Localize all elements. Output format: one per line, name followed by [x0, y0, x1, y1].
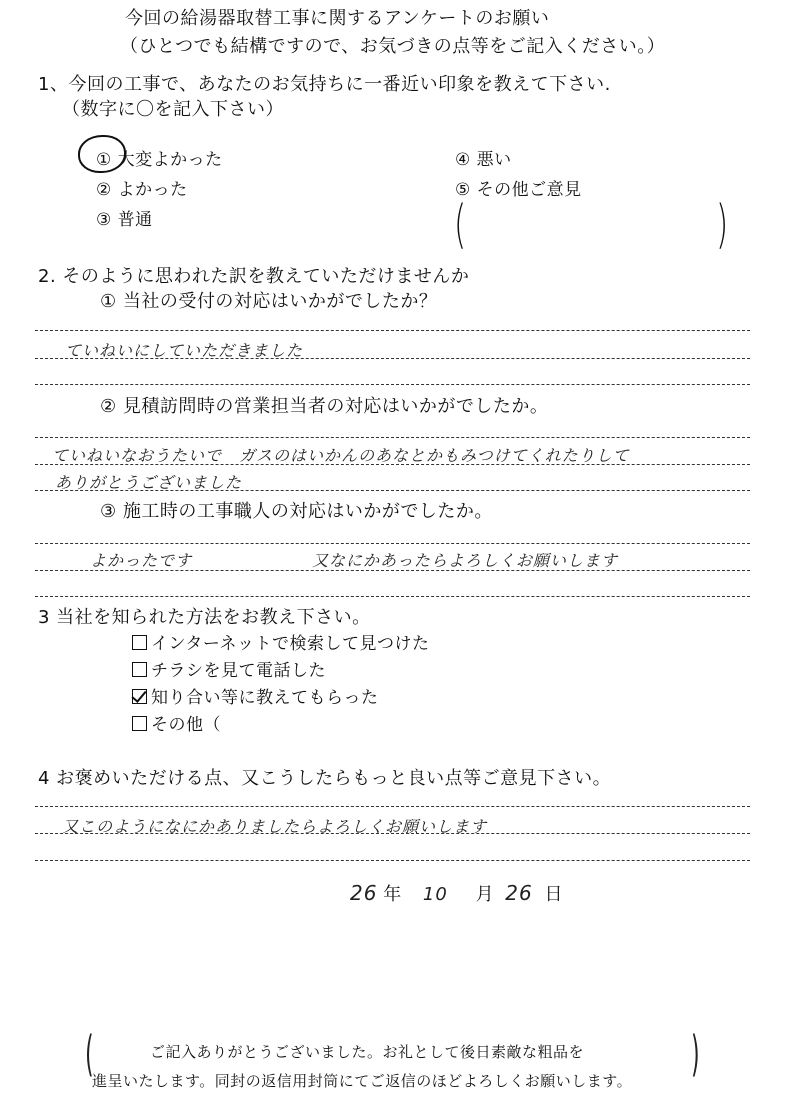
date-day[interactable]: 26 [505, 881, 533, 905]
q1-option-3[interactable] [96, 205, 153, 230]
q2-sub3-answer-left[interactable]: よかったです [90, 551, 193, 570]
q4-question: 4 お褒めいただける点、又こうしたらもっと良い点等ご意見下さい。 [38, 768, 612, 789]
date-month[interactable]: 10 [422, 884, 448, 905]
q1-option-5-label: その他ご意見 [476, 180, 582, 200]
q3-option-referral[interactable] [132, 683, 379, 708]
answer-line [35, 464, 750, 465]
footer-close-paren: ) [691, 1026, 700, 1082]
q1-option-3-num: ③ [96, 210, 112, 230]
q2-sub1-answer[interactable]: ていねいにしていただきました [65, 341, 304, 360]
q1-option-2[interactable] [96, 175, 188, 200]
answer-line [35, 384, 750, 385]
q1-question: 1、今回の工事で、あなたのお気持ちに一番近い印象を教えて下さい. [38, 74, 611, 95]
q3-option-internet-label: インターネットで検索して見つけた [151, 634, 430, 654]
q2-sub1-label: ① 当社の受付の対応はいかがでしたか？ [100, 291, 438, 312]
q3-option-other-label: その他（ [151, 715, 221, 735]
answer-line [35, 860, 750, 861]
checkbox[interactable] [132, 662, 147, 677]
answer-line [35, 330, 750, 331]
checkbox[interactable] [132, 635, 147, 650]
q4-answer[interactable]: 又このようになにかありましたらよろしくお願いします [62, 817, 488, 836]
form-title: 今回の給湯器取替工事に関するアンケートのお願い [125, 8, 550, 29]
answer-line [35, 358, 750, 359]
q1-option-3-label: 普通 [117, 210, 153, 230]
date-year-unit: 年 [383, 884, 402, 905]
q1-option-5[interactable] [455, 175, 582, 200]
answer-line [35, 490, 750, 491]
q2-sub2-label: ② 見積訪問時の営業担当者の対応はいかがでしたか。 [100, 396, 549, 417]
answer-line [35, 570, 750, 571]
other-open-paren: ( [454, 195, 467, 255]
answer-line [35, 437, 750, 438]
answer-line [35, 806, 750, 807]
q2-question: 2. そのように思われた訳を教えていただけませんか [38, 266, 470, 287]
q1-option-1-label: 大変よかった [117, 150, 223, 170]
q3-question: 3 当社を知られた方法をお教え下さい。 [38, 607, 371, 628]
q1-option-2-num: ② [96, 180, 112, 200]
q1-option-4[interactable] [455, 145, 512, 170]
answer-line [35, 596, 750, 597]
form-subtitle: （ひとつでも結構ですので、お気づきの点等をご記入ください。） [120, 36, 666, 57]
q3-option-other[interactable] [132, 710, 221, 735]
checkbox[interactable] [132, 716, 147, 731]
q1-option-2-label: よかった [117, 180, 188, 200]
q3-option-flyer-label: チラシを見て電話した [151, 661, 326, 681]
q3-option-flyer[interactable] [132, 656, 326, 681]
date-day-unit: 日 [544, 884, 563, 905]
q1-option-4-num: ④ [455, 150, 471, 170]
q1-option-5-num: ⑤ [455, 180, 471, 200]
checkbox-checked[interactable] [132, 689, 147, 704]
footer-open-paren: ( [85, 1026, 94, 1082]
date-month-unit: 月 [475, 884, 494, 905]
footer-line-1: ご記入ありがとうございました。お礼として後日素敵な粗品を [150, 1043, 585, 1061]
answer-line [35, 833, 750, 834]
q1-option-4-label: 悪い [476, 150, 512, 170]
q3-option-internet[interactable] [132, 629, 429, 654]
date-year[interactable]: 26 [350, 881, 378, 905]
footer-line-2: 進呈いたします。同封の返信用封筒にてご返信のほどよろしくお願いします。 [92, 1072, 633, 1090]
q3-option-referral-label: 知り合い等に教えてもらった [151, 688, 379, 708]
q1-option-1-num: ① [96, 150, 112, 170]
q2-sub2-answer-line1[interactable]: ていねいなおうたいで ガスのはいかんのあなとかもみつけてくれたりして [52, 446, 630, 465]
other-close-paren: ) [716, 195, 729, 255]
q1-instruction: （数字に〇を記入下さい） [62, 99, 284, 120]
q2-sub3-answer-right[interactable]: 又なにかあったらよろしくお願いします [312, 551, 618, 570]
q2-sub2-answer-line2[interactable]: ありがとうございました [55, 473, 243, 492]
q2-sub3-label: ③ 施工時の工事職人の対応はいかがでしたか。 [100, 501, 493, 522]
q1-option-1[interactable] [96, 145, 223, 170]
survey-date [350, 880, 562, 906]
answer-line [35, 543, 750, 544]
